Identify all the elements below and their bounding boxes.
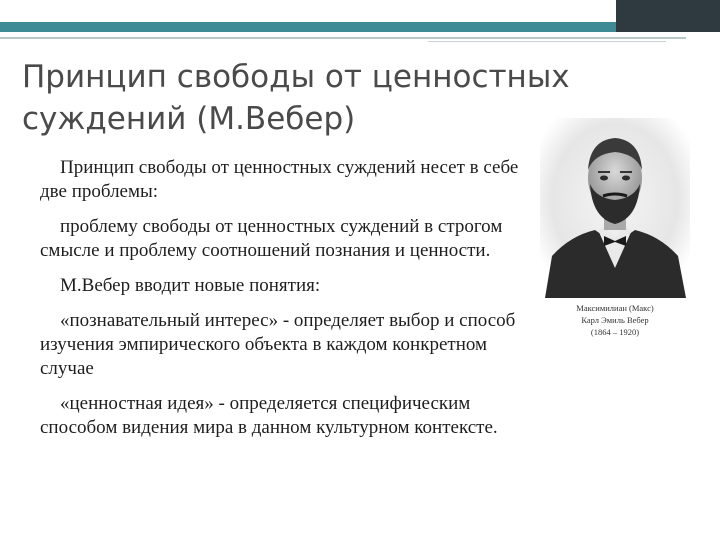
portrait-caption [550, 302, 680, 338]
portrait-illustration [540, 118, 690, 298]
paragraph-intro: Принцип свободы от ценностных суждений несет в себе две проблемы: [40, 157, 519, 202]
header-dark-bar [616, 0, 720, 32]
portrait-photo [540, 118, 690, 298]
paragraph-concepts: М.Вебер вводит новые понятия: [60, 275, 321, 296]
slide-title-line1: Принцип свободы от ценностных [22, 59, 570, 95]
caption-line1: Максимилиан (Макс) [576, 303, 654, 313]
header-rule [0, 37, 686, 39]
paragraph-cognitive-interest: «познавательный интерес» - определяет выбор и способ изучения эмпирического объекта в каждом конкретном случае [40, 310, 516, 379]
header-teal-bar [0, 22, 616, 32]
paragraph-problems: проблему свободы от ценностных суждений в строгом смысле и проблему соотношений познания и ценности. [40, 216, 503, 261]
slide-body [40, 156, 540, 451]
caption-line3: (1864 – 1920) [590, 327, 640, 337]
caption-line2: Карл Эмиль Вебер [581, 315, 649, 325]
slide-title [22, 56, 622, 140]
header-rule-short [428, 41, 666, 42]
top-band [0, 0, 720, 22]
paragraph-value-idea: «ценностная идея» - определяется специфическим способом видения мира в данном культурном контексте. [40, 393, 498, 438]
slide-title-line2: суждений (М.Вебер) [22, 101, 356, 137]
